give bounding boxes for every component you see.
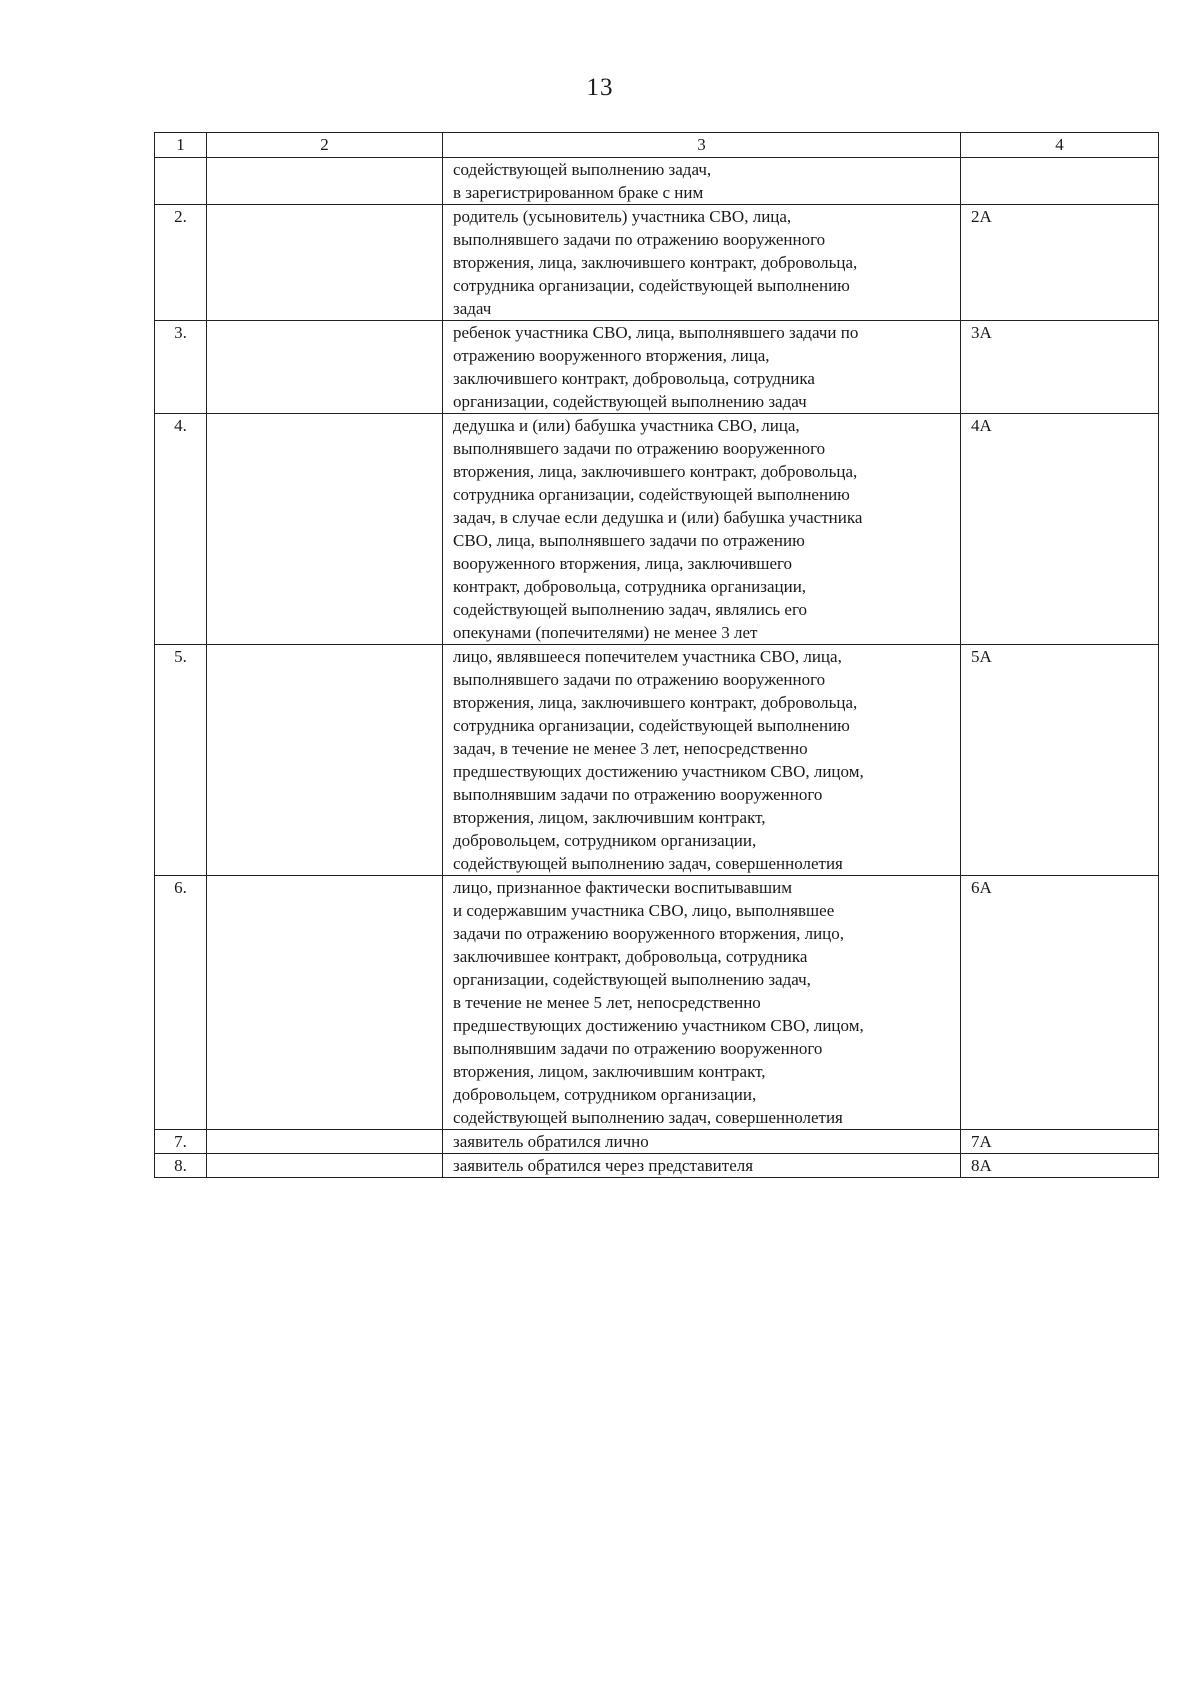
description-line: выполнявшего задачи по отражению вооруженного xyxy=(453,439,826,458)
description-line: ребенок участника СВО, лица, выполнявшего задачи по xyxy=(453,323,859,342)
description-line: и содержавшим участника СВО, лицо, выполнявшее xyxy=(453,901,835,920)
table-header-row xyxy=(155,133,1159,158)
description-cell xyxy=(443,1130,961,1154)
description-line: задач, в течение не менее 3 лет, непосредственно xyxy=(453,739,808,758)
row-number-cell: 7. xyxy=(155,1130,207,1154)
description-line: в зарегистрированном браке с ним xyxy=(453,183,704,202)
description-line: заключившего контракт, добровольца, сотрудника xyxy=(453,369,815,388)
column-2-cell xyxy=(207,205,443,321)
code-cell: 4А xyxy=(961,414,1159,645)
description-cell xyxy=(443,414,961,645)
description-line: добровольцем, сотрудником организации, xyxy=(453,1085,757,1104)
description-line: выполнявшего задачи по отражению вооруженного xyxy=(453,670,826,689)
description-line: сотрудника организации, содействующей выполнению xyxy=(453,716,850,735)
description-line: организации, содействующей выполнению задач, xyxy=(453,970,811,989)
table-row xyxy=(155,158,1159,205)
description-line: заключившее контракт, добровольца, сотрудника xyxy=(453,947,808,966)
description-line: вторжения, лица, заключившего контракт, добровольца, xyxy=(453,693,858,712)
description-line: в течение не менее 5 лет, непосредственно xyxy=(453,993,761,1012)
row-number-cell: 2. xyxy=(155,205,207,321)
header-cell-1: 1 xyxy=(155,133,207,158)
description-line: содействующей выполнению задач, xyxy=(453,160,712,179)
description-line: вторжения, лица, заключившего контракт, добровольца, xyxy=(453,462,858,481)
description-line: задач, в случае если дедушка и (или) бабушка участника xyxy=(453,508,863,527)
column-2-cell xyxy=(207,1130,443,1154)
description-cell xyxy=(443,1154,961,1178)
code-cell: 5А xyxy=(961,645,1159,876)
column-2-cell xyxy=(207,158,443,205)
description-line: вторжения, лица, заключившего контракт, добровольца, xyxy=(453,253,858,272)
description-cell xyxy=(443,321,961,414)
description-line: заявитель обратился лично xyxy=(453,1132,649,1151)
description-line: предшествующих достижению участником СВО, лицом, xyxy=(453,1016,864,1035)
column-2-cell xyxy=(207,414,443,645)
description-line: дедушка и (или) бабушка участника СВО, лица, xyxy=(453,416,800,435)
table-row xyxy=(155,1154,1159,1178)
description-line: отражению вооруженного вторжения, лица, xyxy=(453,346,770,365)
description-line: вооруженного вторжения, лица, заключившего xyxy=(453,554,793,573)
table-row xyxy=(155,321,1159,414)
table-body xyxy=(155,158,1159,1178)
description-line: выполнявшим задачи по отражению вооруженного xyxy=(453,785,823,804)
row-number-cell: 6. xyxy=(155,876,207,1130)
code-cell xyxy=(961,158,1159,205)
column-2-cell xyxy=(207,321,443,414)
description-line: родитель (усыновитель) участника СВО, лица, xyxy=(453,207,792,226)
document-table xyxy=(154,132,1159,1178)
description-line: предшествующих достижению участником СВО, лицом, xyxy=(453,762,864,781)
description-line: содействующей выполнению задач, являлись его xyxy=(453,600,808,619)
description-line: сотрудника организации, содействующей выполнению xyxy=(453,276,850,295)
description-line: задач xyxy=(453,299,492,318)
description-line: контракт, добровольца, сотрудника организации, xyxy=(453,577,807,596)
code-cell: 8А xyxy=(961,1154,1159,1178)
row-number-cell: 5. xyxy=(155,645,207,876)
table-row xyxy=(155,205,1159,321)
description-line: лицо, признанное фактически воспитывавшим xyxy=(453,878,792,897)
code-cell: 3А xyxy=(961,321,1159,414)
description-line: сотрудника организации, содействующей выполнению xyxy=(453,485,850,504)
description-line: выполнявшим задачи по отражению вооруженного xyxy=(453,1039,823,1058)
row-number-cell: 3. xyxy=(155,321,207,414)
row-number-cell: 4. xyxy=(155,414,207,645)
row-number-cell: 8. xyxy=(155,1154,207,1178)
description-line: заявитель обратился через представителя xyxy=(453,1156,754,1175)
description-line: лицо, являвшееся попечителем участника СВО, лица, xyxy=(453,647,842,666)
description-line: организации, содействующей выполнению задач xyxy=(453,392,807,411)
row-number-cell xyxy=(155,158,207,205)
code-cell: 7А xyxy=(961,1130,1159,1154)
description-line: опекунами (попечителями) не менее 3 лет xyxy=(453,623,758,642)
page-number: 13 xyxy=(586,74,614,101)
description-line: содействующей выполнению задач, совершеннолетия xyxy=(453,854,843,873)
description-line: СВО, лица, выполнявшего задачи по отражению xyxy=(453,531,805,550)
column-2-cell xyxy=(207,1154,443,1178)
code-cell: 2А xyxy=(961,205,1159,321)
description-line: добровольцем, сотрудником организации, xyxy=(453,831,757,850)
table-row xyxy=(155,645,1159,876)
header-cell-3: 3 xyxy=(443,133,961,158)
column-2-cell xyxy=(207,645,443,876)
description-line: содействующей выполнению задач, совершеннолетия xyxy=(453,1108,843,1127)
description-cell xyxy=(443,158,961,205)
header-cell-2: 2 xyxy=(207,133,443,158)
header-cell-4: 4 xyxy=(961,133,1159,158)
table-row xyxy=(155,414,1159,645)
description-cell xyxy=(443,645,961,876)
table-row xyxy=(155,1130,1159,1154)
description-cell xyxy=(443,876,961,1130)
description-line: вторжения, лицом, заключившим контракт, xyxy=(453,808,766,827)
table-row xyxy=(155,876,1159,1130)
description-line: вторжения, лицом, заключившим контракт, xyxy=(453,1062,766,1081)
description-line: выполнявшего задачи по отражению вооруженного xyxy=(453,230,826,249)
code-cell: 6А xyxy=(961,876,1159,1130)
description-cell xyxy=(443,205,961,321)
description-line: задачи по отражению вооруженного вторжения, лицо, xyxy=(453,924,845,943)
column-2-cell xyxy=(207,876,443,1130)
